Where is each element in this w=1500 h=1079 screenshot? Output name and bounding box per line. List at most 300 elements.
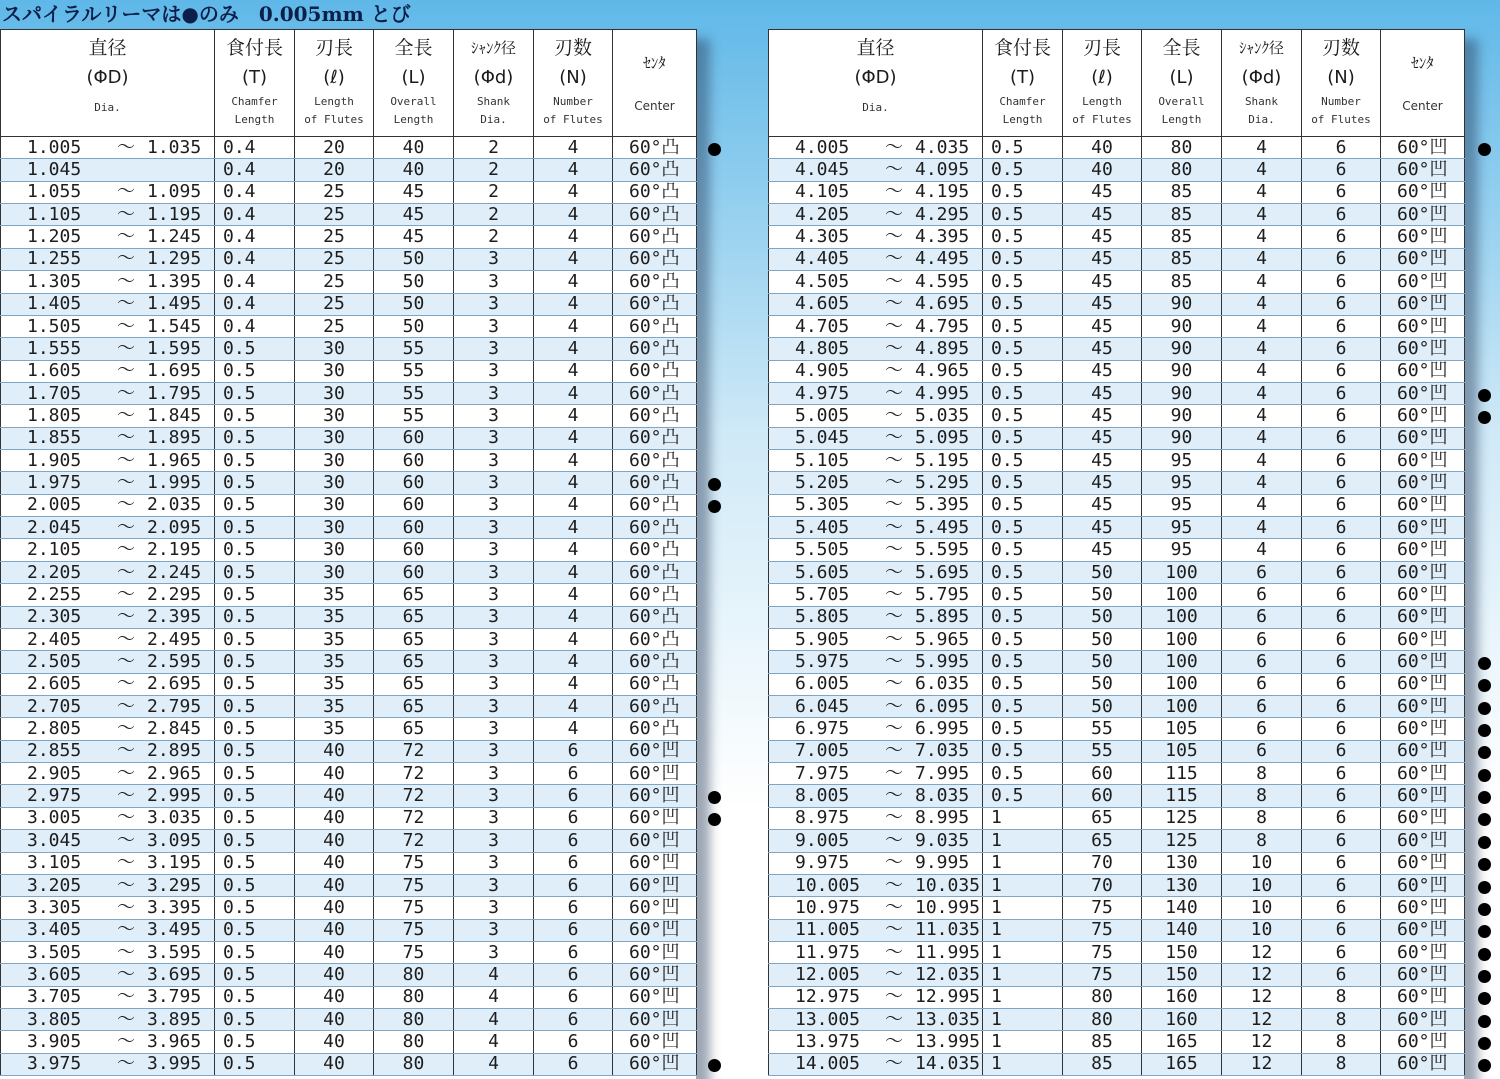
center-cell: 60°凹 (613, 807, 697, 829)
center-cell: 60°凹 (1381, 1009, 1465, 1031)
dia-cell (769, 204, 983, 226)
overall-length-cell: 50 (374, 248, 454, 270)
center-cell: 60°凹 (1381, 740, 1465, 762)
center-cell: 60°凹 (1381, 830, 1465, 852)
shank-dia-cell: 4 (1222, 293, 1302, 315)
chamfer-cell: 0.5 (215, 763, 295, 785)
chamfer-cell: 0.5 (983, 427, 1063, 449)
header-overall-length (374, 30, 454, 137)
spiral-mark-slot (704, 652, 724, 674)
spiral-mark-slot (704, 563, 724, 585)
empty-mark (1478, 254, 1491, 267)
dia-low: 1.205 (27, 226, 82, 248)
spiral-available-dot-icon (1478, 389, 1491, 402)
shank-dia-cell: 3 (454, 874, 534, 896)
center-cell: 60°凹 (1381, 874, 1465, 896)
flute-length-cell: 20 (295, 159, 374, 181)
dia-cell (769, 673, 983, 695)
flute-count-cell: 6 (1302, 293, 1381, 315)
dia-cell (769, 338, 983, 360)
flute-length-cell: 40 (295, 897, 374, 919)
flute-count-cell: 8 (1302, 1053, 1381, 1075)
dia-low: 2.105 (27, 539, 82, 561)
flute-length-cell: 45 (1063, 494, 1142, 516)
center-cell: 60°凹 (1381, 628, 1465, 650)
flute-length-cell: 30 (295, 450, 374, 472)
flute-length-cell: 35 (295, 651, 374, 673)
chamfer-cell: 0.5 (215, 405, 295, 427)
range-tilde: ～ (885, 628, 903, 650)
shank-dia-cell: 3 (454, 718, 534, 740)
dia-cell (1, 584, 215, 606)
range-tilde: ～ (885, 561, 903, 583)
flute-count-cell: 6 (1302, 919, 1381, 941)
overall-length-cell: 60 (374, 472, 454, 494)
empty-mark (708, 881, 721, 894)
dia-low: 3.105 (27, 852, 82, 874)
header-chamfer-sym: (T) (241, 67, 268, 88)
flute-count-cell: 6 (1302, 964, 1381, 986)
overall-length-cell: 90 (1142, 338, 1222, 360)
dia-high: 4.695 (915, 293, 970, 315)
spiral-mark-slot (704, 809, 724, 831)
chamfer-cell: 0.4 (215, 204, 295, 226)
flute-length-cell: 40 (295, 874, 374, 896)
header-center-en: Center (634, 99, 675, 113)
table-row (1, 673, 697, 695)
dia-low: 1.055 (27, 181, 82, 203)
flute-length-cell: 35 (295, 628, 374, 650)
table-row (769, 986, 1465, 1008)
center-cell: 60°凹 (613, 763, 697, 785)
shank-dia-cell: 3 (454, 606, 534, 628)
dia-high: 2.295 (147, 583, 202, 605)
center-cell: 60°凹 (1381, 204, 1465, 226)
spiral-mark-slot (1474, 250, 1494, 272)
range-tilde: ～ (117, 136, 135, 158)
flute-length-cell: 40 (295, 1009, 374, 1031)
dia-low: 2.975 (27, 785, 82, 807)
dia-high: 4.895 (915, 337, 970, 359)
center-cell: 60°凹 (1381, 852, 1465, 874)
spiral-mark-slot (1474, 317, 1494, 339)
dia-low: 1.005 (27, 136, 82, 158)
shank-dia-cell: 6 (1222, 561, 1302, 583)
dia-cell (1, 986, 215, 1008)
shank-dia-cell: 3 (454, 427, 534, 449)
header-chamfer-en2: Length (234, 113, 275, 126)
overall-length-cell: 90 (1142, 405, 1222, 427)
spiral-mark-slot (704, 205, 724, 227)
shank-dia-cell: 12 (1222, 986, 1302, 1008)
spiral-mark-slot (704, 876, 724, 898)
flute-count-cell: 6 (534, 897, 613, 919)
center-cell: 60°凹 (1381, 293, 1465, 315)
spiral-mark-slot (704, 473, 724, 495)
header-center (613, 30, 697, 137)
header-shank-en1: Shank (476, 95, 511, 108)
chamfer-cell: 0.5 (215, 718, 295, 740)
range-tilde: ～ (885, 516, 903, 538)
flute-count-cell: 4 (534, 405, 613, 427)
chamfer-cell: 0.5 (983, 450, 1063, 472)
shank-dia-cell: 6 (1222, 695, 1302, 717)
dia-low: 2.255 (27, 583, 82, 605)
header-chamfer-sym: (T) (1009, 67, 1036, 88)
flute-count-cell: 4 (534, 718, 613, 740)
center-cell: 60°凹 (1381, 941, 1465, 963)
spiral-available-dot-icon (1478, 970, 1491, 983)
chamfer-cell: 1 (983, 941, 1063, 963)
spiral-available-dot-icon (1478, 679, 1491, 692)
range-tilde: ～ (885, 807, 903, 829)
flute-count-cell: 6 (534, 986, 613, 1008)
spiral-mark-slot (704, 1055, 724, 1077)
range-tilde: ～ (885, 226, 903, 248)
table-row (769, 338, 1465, 360)
dia-low: 1.855 (27, 427, 82, 449)
shank-dia-cell: 3 (454, 919, 534, 941)
flute-count-cell: 6 (1302, 248, 1381, 270)
empty-mark (708, 992, 721, 1005)
flute-length-cell: 40 (295, 964, 374, 986)
spiral-mark-slot (1474, 384, 1494, 406)
flute-length-cell: 50 (1063, 695, 1142, 717)
overall-length-cell: 130 (1142, 874, 1222, 896)
overall-length-cell: 85 (1142, 204, 1222, 226)
chamfer-cell: 0.5 (215, 964, 295, 986)
overall-length-cell: 75 (374, 852, 454, 874)
header-shank-en2: Dia. (1248, 113, 1275, 126)
chamfer-cell: 0.5 (215, 651, 295, 673)
shank-dia-cell: 4 (1222, 494, 1302, 516)
empty-mark (1478, 500, 1491, 513)
range-tilde: ～ (885, 1053, 903, 1075)
dia-low: 3.305 (27, 896, 82, 918)
dia-cell (769, 159, 983, 181)
spiral-mark-slot (704, 585, 724, 607)
header-chamfer (215, 30, 295, 137)
table-row (1, 181, 697, 203)
spiral-mark-slot (704, 406, 724, 428)
range-tilde: ～ (117, 472, 135, 494)
flute-length-cell: 30 (295, 472, 374, 494)
table-row (1, 561, 697, 583)
table-row (769, 785, 1465, 807)
dia-cell (769, 494, 983, 516)
spiral-mark-slot (1474, 339, 1494, 361)
flute-count-cell: 6 (1302, 315, 1381, 337)
header-flute-ja: 刃長 (314, 37, 353, 59)
dia-low: 5.045 (795, 427, 850, 449)
overall-length-cell: 165 (1142, 1031, 1222, 1053)
center-cell: 60°凸 (613, 450, 697, 472)
dia-high: 1.395 (147, 270, 202, 292)
overall-length-cell: 160 (1142, 986, 1222, 1008)
dia-high: 2.245 (147, 561, 202, 583)
shank-dia-cell: 4 (454, 1031, 534, 1053)
empty-mark (1478, 545, 1491, 558)
shank-dia-cell: 10 (1222, 919, 1302, 941)
dia-cell (769, 740, 983, 762)
chamfer-cell: 1 (983, 852, 1063, 874)
flute-count-cell: 6 (1302, 785, 1381, 807)
overall-length-cell: 40 (374, 159, 454, 181)
dia-low: 3.005 (27, 807, 82, 829)
center-cell: 60°凹 (1381, 271, 1465, 293)
range-tilde: ～ (117, 1031, 135, 1053)
flute-count-cell: 6 (1302, 718, 1381, 740)
chamfer-cell: 0.5 (983, 740, 1063, 762)
dia-low: 6.975 (795, 718, 850, 740)
dia-low: 9.975 (795, 852, 850, 874)
overall-length-cell: 100 (1142, 628, 1222, 650)
range-tilde: ～ (117, 785, 135, 807)
shank-dia-cell: 3 (454, 315, 534, 337)
flute-length-cell: 20 (295, 137, 374, 159)
shank-dia-cell: 4 (1222, 137, 1302, 159)
range-tilde: ～ (885, 404, 903, 426)
empty-mark (708, 366, 721, 379)
center-cell: 60°凸 (613, 628, 697, 650)
flute-length-cell: 75 (1063, 897, 1142, 919)
center-cell: 60°凹 (1381, 137, 1465, 159)
table-row (1, 494, 697, 516)
dia-low: 4.105 (795, 181, 850, 203)
dia-high: 4.395 (915, 226, 970, 248)
flute-count-cell: 6 (1302, 941, 1381, 963)
center-cell: 60°凸 (613, 382, 697, 404)
dia-high: 9.035 (915, 829, 970, 851)
range-tilde: ～ (885, 740, 903, 762)
dia-low: 2.005 (27, 494, 82, 516)
overall-length-cell: 105 (1142, 740, 1222, 762)
range-tilde: ～ (885, 606, 903, 628)
chamfer-cell: 0.5 (983, 382, 1063, 404)
overall-length-cell: 105 (1142, 718, 1222, 740)
overall-length-cell: 95 (1142, 539, 1222, 561)
header-dia-ja: 直径 (88, 37, 127, 59)
center-cell: 60°凹 (1381, 226, 1465, 248)
dia-high: 2.995 (147, 785, 202, 807)
flute-count-cell: 4 (534, 628, 613, 650)
table-row (1, 204, 697, 226)
spiral-mark-slot (704, 496, 724, 518)
dia-cell (769, 315, 983, 337)
spiral-mark-slot (1474, 1032, 1494, 1054)
flute-count-cell: 6 (1302, 382, 1381, 404)
dia-high: 5.965 (915, 628, 970, 650)
empty-mark (1478, 456, 1491, 469)
dia-low: 10.005 (795, 874, 861, 896)
spiral-mark-slot (704, 719, 724, 741)
table-row (769, 427, 1465, 449)
spiral-mark-slot (1474, 473, 1494, 495)
dia-high: 5.035 (915, 404, 970, 426)
shank-dia-cell: 3 (454, 852, 534, 874)
shank-dia-cell: 3 (454, 271, 534, 293)
shank-dia-cell: 3 (454, 561, 534, 583)
flute-length-cell: 75 (1063, 964, 1142, 986)
dia-high: 1.895 (147, 427, 202, 449)
flute-length-cell: 50 (1063, 673, 1142, 695)
chamfer-cell: 0.5 (215, 539, 295, 561)
dia-low: 2.805 (27, 718, 82, 740)
dia-high: 2.035 (147, 494, 202, 516)
shank-dia-cell: 4 (1222, 248, 1302, 270)
center-cell: 60°凸 (613, 539, 697, 561)
dia-cell (1, 695, 215, 717)
shank-dia-cell: 4 (1222, 159, 1302, 181)
range-tilde: ～ (117, 494, 135, 516)
range-tilde: ～ (117, 740, 135, 762)
flute-count-cell: 4 (534, 181, 613, 203)
flute-count-cell: 4 (534, 673, 613, 695)
shank-dia-cell: 3 (454, 740, 534, 762)
range-tilde: ～ (885, 449, 903, 471)
range-tilde: ～ (885, 539, 903, 561)
dia-cell (769, 830, 983, 852)
spiral-mark-slot (1474, 719, 1494, 741)
empty-mark (708, 925, 721, 938)
dia-low: 11.005 (795, 919, 861, 941)
flute-count-cell: 4 (534, 382, 613, 404)
flute-length-cell: 30 (295, 427, 374, 449)
range-tilde: ～ (117, 449, 135, 471)
range-tilde: ～ (885, 136, 903, 158)
shank-dia-cell: 4 (454, 964, 534, 986)
header-shank-sym: (Φd) (1241, 67, 1282, 88)
chamfer-cell: 0.5 (215, 852, 295, 874)
flute-length-cell: 60 (1063, 785, 1142, 807)
dia-high: 1.245 (147, 226, 202, 248)
flute-count-cell: 6 (534, 763, 613, 785)
center-cell: 60°凹 (1381, 427, 1465, 449)
spiral-mark-slot (1474, 1055, 1494, 1077)
overall-length-cell: 65 (374, 584, 454, 606)
spiral-mark-slot (704, 362, 724, 384)
dia-cell (769, 405, 983, 427)
dia-low: 5.705 (795, 583, 850, 605)
overall-length-cell: 90 (1142, 427, 1222, 449)
spiral-mark-slot (704, 965, 724, 987)
header-shank-en1: Shank (1244, 95, 1279, 108)
dia-cell (769, 293, 983, 315)
dia-cell (769, 181, 983, 203)
flute-count-cell: 6 (1302, 561, 1381, 583)
range-tilde: ～ (885, 963, 903, 985)
dia-cell (769, 584, 983, 606)
flute-count-cell: 6 (1302, 338, 1381, 360)
chamfer-cell: 0.4 (215, 159, 295, 181)
empty-mark (708, 635, 721, 648)
flute-count-cell: 6 (1302, 539, 1381, 561)
flute-count-cell: 4 (534, 315, 613, 337)
dia-low: 4.505 (795, 270, 850, 292)
dia-cell (1, 807, 215, 829)
shank-dia-cell: 3 (454, 651, 534, 673)
range-tilde: ～ (117, 248, 135, 270)
range-tilde: ～ (885, 181, 903, 203)
dia-high: 6.095 (915, 695, 970, 717)
spiral-mark-slot (704, 697, 724, 719)
center-cell: 60°凹 (1381, 785, 1465, 807)
spiral-mark-slot (1474, 831, 1494, 853)
flute-count-cell: 6 (1302, 159, 1381, 181)
flute-length-cell: 30 (295, 382, 374, 404)
chamfer-cell: 0.5 (983, 561, 1063, 583)
spiral-mark-slot (704, 1010, 724, 1032)
flute-length-cell: 25 (295, 181, 374, 203)
dia-cell (769, 606, 983, 628)
table-row (1, 450, 697, 472)
center-cell: 60°凹 (1381, 986, 1465, 1008)
chamfer-cell: 0.5 (983, 338, 1063, 360)
shank-dia-cell: 12 (1222, 1053, 1302, 1075)
shank-dia-cell: 3 (454, 807, 534, 829)
shank-dia-cell: 3 (454, 897, 534, 919)
chamfer-cell: 0.5 (983, 539, 1063, 561)
overall-length-cell: 90 (1142, 315, 1222, 337)
overall-length-cell: 72 (374, 785, 454, 807)
center-cell: 60°凹 (613, 919, 697, 941)
right-table-body (769, 137, 1465, 1076)
dia-high: 14.035 (915, 1053, 981, 1075)
dia-low: 1.705 (27, 382, 82, 404)
dia-cell (769, 472, 983, 494)
overall-length-cell: 100 (1142, 584, 1222, 606)
flute-length-cell: 25 (295, 248, 374, 270)
shank-dia-cell: 4 (1222, 271, 1302, 293)
table-row (769, 941, 1465, 963)
center-cell: 60°凸 (613, 584, 697, 606)
table-row (769, 740, 1465, 762)
table-row (769, 494, 1465, 516)
spiral-available-dot-icon (1478, 1059, 1491, 1072)
flute-length-cell: 45 (1063, 405, 1142, 427)
range-tilde: ～ (117, 650, 135, 672)
spiral-mark-slot (1474, 764, 1494, 786)
table-row (769, 360, 1465, 382)
spiral-mark-slot (704, 451, 724, 473)
shank-dia-cell: 3 (454, 695, 534, 717)
flute-length-cell: 65 (1063, 807, 1142, 829)
flute-length-cell: 45 (1063, 315, 1142, 337)
center-cell: 60°凹 (1381, 338, 1465, 360)
spiral-mark-slot (704, 675, 724, 697)
center-cell: 60°凹 (1381, 763, 1465, 785)
header-flute-length (295, 30, 374, 137)
header-flute-length (1063, 30, 1142, 137)
flute-length-cell: 40 (295, 919, 374, 941)
overall-length-cell: 55 (374, 360, 454, 382)
dia-cell (1, 919, 215, 941)
range-tilde: ～ (885, 986, 903, 1008)
empty-mark (708, 746, 721, 759)
dia-high: 8.995 (915, 807, 970, 829)
shank-dia-cell: 3 (454, 517, 534, 539)
dia-high: 4.035 (915, 136, 970, 158)
table-row (769, 539, 1465, 561)
overall-length-cell: 160 (1142, 1009, 1222, 1031)
empty-mark (1478, 590, 1491, 603)
spiral-mark-slot (1474, 652, 1494, 674)
header-center (1381, 30, 1465, 137)
table-row (1, 785, 697, 807)
shank-dia-cell: 3 (454, 941, 534, 963)
center-cell: 60°凸 (613, 427, 697, 449)
center-cell: 60°凸 (613, 181, 697, 203)
